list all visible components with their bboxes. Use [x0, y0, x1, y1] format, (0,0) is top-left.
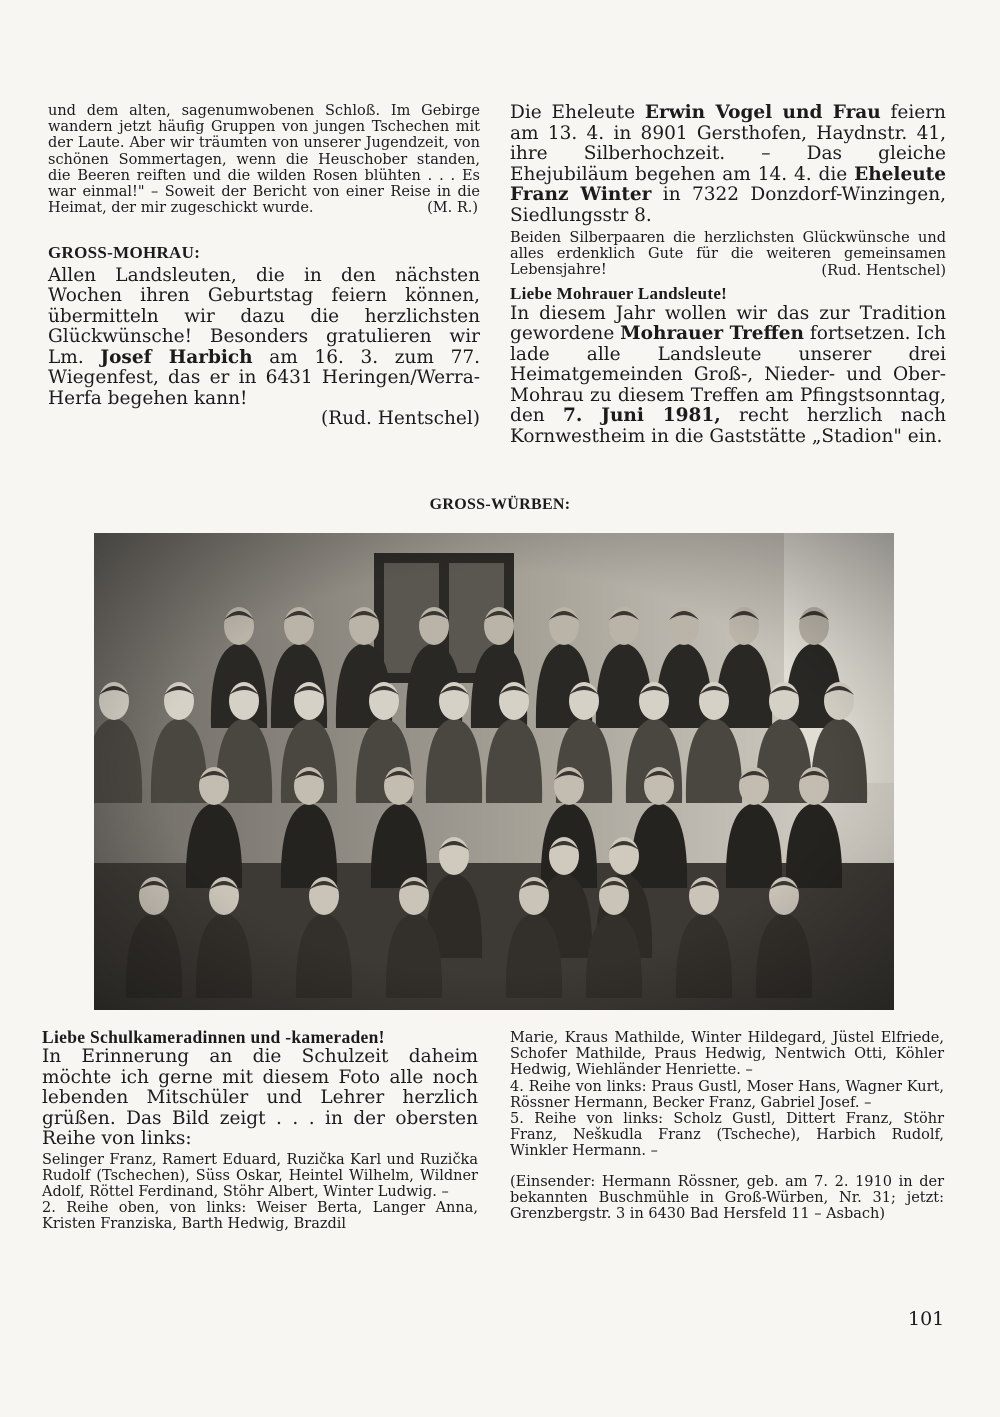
silver-wedding-text: Die Eheleute Erwin Vogel und Frau feiern am 13. 4. in 8901 Gersthofen, Haydnstr. 41, ihre Silberhochzeit. – Das gleiche Ehejubiläum begehen am 14. 4. die Eheleute Franz Winter in 7322 Donzdorf-Winzingen, Siedlungsstr 8. [510, 102, 946, 226]
signature-mr: (M. R.) [427, 200, 478, 217]
class-photo [94, 533, 894, 1010]
row2-names-continued: Marie, Kraus Mathilde, Winter Hildegard, Jüstel Elfriede, Schofer Mathilde, Praus Hedwig, Nentwich Otti, Köhler Hedwig, Wiehländer Henriette. – [510, 1030, 944, 1079]
heading-liebe-mohrauer: Liebe Mohrauer Landsleute! [510, 283, 728, 303]
sender-info: (Einsender: Hermann Rössner, geb. am 7. 2. 1910 in der bekannten Buschmühle in Groß-Würben, Nr. 31; jetzt: Grenzbergstr. 3 in 6430 Bad Hersfeld 11 – Asbach) [510, 1173, 944, 1223]
name-josef-harbich: Josef Harbich [100, 346, 253, 368]
gross-mohrau-text: Allen Landsleuten, die in den nächsten Wochen ihren Geburtstag feiern können, übermitteln wir dazu die herzlichsten Glückwünsche! Besonders gratulieren wir Lm. Josef Harbich am 16. 3. zum 77. Wiegenfest, das er in 6431 Heringen/Werra-Herfa begehen kann! [48, 264, 480, 409]
bottom-right-column [510, 1030, 944, 1222]
row2-names: 2. Reihe oben, von links: Weiser Berta, Langer Anna, Kristen Franziska, Barth Hedwig, Brazdil [42, 1200, 478, 1233]
signature-hentschel-2: (Rud. Hentschel) [821, 262, 946, 279]
continuation-text: und dem alten, sagenumwobenen Schloß. Im Gebirge wandern jetzt häufig Gruppen von jungen Tschechen mit der Laute. Aber wir träumten von unserer Jugendzeit, von schönen Sommertagen, wenn die Heuschober standen, die Beeren reiften und die wilden Rosen blühten . . . Es war einmal!" – Soweit der Bericht von einer Reise in die Heimat, der mir zugeschickt wurde. [48, 103, 480, 217]
row4-names: 4. Reihe von links: Praus Gustl, Moser Hans, Wagner Kurt, Rössner Hermann, Becker Franz, Gabriel Josef. – [510, 1078, 944, 1111]
mohrauer-treffen-text: In diesem Jahr wollen wir das zur Tradition gewordene Mohrauer Treffen fortsetzen. Ich lade alle Landsleute unserer drei Heimatgemeinden Groß-, Nieder- und Ober-Mohrau zu diesem Treffen am Pfingstsonntag, den 7. Juni 1981, recht herzlich nach Kornwestheim in die Gaststätte „Stadion" ein. [510, 302, 946, 447]
section-heading-gross-mohrau: GROSS-MOHRAU: [48, 242, 201, 262]
bottom-left-column [42, 1027, 478, 1233]
section-heading-gross-wuerben: GROSS-WÜRBEN: [429, 496, 571, 513]
left-top-column [48, 103, 480, 430]
row5-names: 5. Reihe von links: Scholz Gustl, Dittert Franz, Stöhr Franz, Neškudla Franz (Tscheche), Harbich Rudolf, Winkler Hermann. – [510, 1111, 944, 1160]
schulzeit-intro: In Erinnerung an die Schulzeit daheim möchte ich gerne mit diesem Foto alle noch lebenden Mitschüler und Lehrer herzlich grüßen. Das Bild zeigt . . . in der obersten Reihe von links: [42, 1046, 478, 1149]
right-top-column [510, 103, 946, 447]
page-number: 101 [908, 1308, 945, 1330]
signature-hentschel-1: (Rud. Hentschel) [321, 408, 480, 430]
row1-names: Selinger Franz, Ramert Eduard, Ruzička Karl und Ruzička Rudolf (Tschechen), Süss Oskar, Heintel Wilhelm, Wildner Adolf, Röttel Ferdinand, Stöhr Albert, Winter Ludwig. – [42, 1151, 478, 1200]
heading-schulkameraden: Liebe Schulkameradinnen und -kameraden! [42, 1027, 385, 1047]
silver-wedding-wishes: Beiden Silberpaaren die herzlichsten Glückwünsche und alles erdenklich Gute für die weiteren gemeinsamen Lebensjahre! [510, 230, 946, 279]
class-photo-image [94, 533, 894, 1010]
